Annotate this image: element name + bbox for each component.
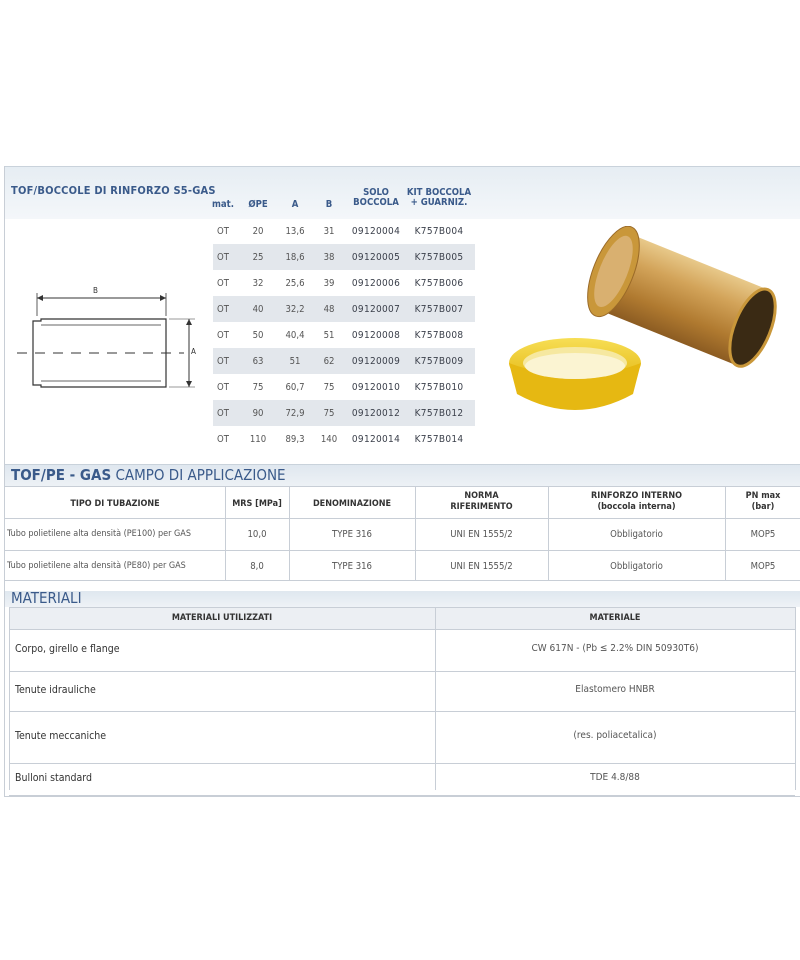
cell-a: 18,6 bbox=[285, 252, 305, 263]
material-label: Corpo, girello e flange bbox=[15, 643, 120, 655]
section1-title: TOF/BOCCOLE DI RINFORZO S5-GAS bbox=[11, 184, 216, 197]
col-header-ope: ØPE bbox=[248, 199, 268, 210]
cell-ope: 63 bbox=[252, 356, 264, 367]
cell-b: 51 bbox=[323, 330, 335, 341]
table-row bbox=[213, 322, 475, 348]
cell-a: 72,9 bbox=[285, 408, 305, 419]
section3-header-band bbox=[5, 591, 800, 607]
cell-solo: 09120007 bbox=[351, 304, 401, 315]
cell-kit: K757B010 bbox=[414, 382, 464, 393]
header-tipo-tubazione: TIPO DI TUBAZIONE bbox=[70, 499, 160, 509]
table-row bbox=[213, 270, 475, 296]
table-row bbox=[213, 348, 475, 374]
cell-mat: OT bbox=[217, 408, 229, 419]
cell-solo: 09120009 bbox=[351, 356, 401, 367]
cell-kit: K757B004 bbox=[414, 226, 464, 237]
cell-b: 62 bbox=[323, 356, 335, 367]
cell-kit: K757B009 bbox=[414, 356, 464, 367]
cell-a: 32,2 bbox=[285, 304, 305, 315]
cell-a: 13,6 bbox=[285, 226, 305, 237]
col-header-b: B bbox=[325, 199, 333, 210]
col-header-mat: mat. bbox=[211, 199, 234, 210]
cell-solo: 09120006 bbox=[351, 278, 401, 289]
cell-ope: 110 bbox=[249, 434, 267, 445]
table-row bbox=[213, 426, 475, 452]
application-cell-rinforzo: Obbligatorio bbox=[610, 529, 663, 540]
application-cell-denom: TYPE 316 bbox=[331, 561, 372, 572]
cell-kit: K757B006 bbox=[414, 278, 464, 289]
table-row bbox=[213, 296, 475, 322]
cell-mat: OT bbox=[217, 252, 229, 263]
cell-mat: OT bbox=[217, 382, 229, 393]
cell-b: 38 bbox=[323, 252, 335, 263]
application-cell-mrs: 10,0 bbox=[247, 529, 267, 540]
cell-mat: OT bbox=[217, 304, 229, 315]
application-cell-denom: TYPE 316 bbox=[331, 529, 372, 540]
cell-mat: OT bbox=[217, 278, 229, 289]
cell-b: 39 bbox=[323, 278, 335, 289]
cell-solo: 09120008 bbox=[351, 330, 401, 341]
application-cell-tipo: Tubo polietilene alta densità (PE80) per GAS bbox=[7, 561, 186, 571]
cell-a: 89,3 bbox=[285, 434, 305, 445]
dimension-drawing bbox=[9, 281, 199, 401]
cell-mat: OT bbox=[217, 226, 229, 237]
cell-kit: K757B014 bbox=[414, 434, 464, 445]
cell-a: 25,6 bbox=[285, 278, 305, 289]
dimension-label-a: A bbox=[191, 347, 196, 356]
section2-title: TOF/PE - GAS CAMPO DI APPLICAZIONE bbox=[11, 466, 286, 484]
header-materiali-utilizzati: MATERIALI UTILIZZATI bbox=[171, 613, 273, 623]
cell-ope: 32 bbox=[252, 278, 264, 289]
cell-mat: OT bbox=[217, 434, 229, 445]
application-cell-tipo: Tubo polietilene alta densità (PE100) per GAS bbox=[7, 529, 191, 539]
cell-ope: 90 bbox=[252, 408, 264, 419]
cell-kit: K757B012 bbox=[414, 408, 464, 419]
section3-title: MATERIALI bbox=[11, 589, 82, 607]
cell-b: 75 bbox=[323, 408, 335, 419]
cell-a: 40,4 bbox=[285, 330, 305, 341]
cell-b: 140 bbox=[320, 434, 338, 445]
cell-ope: 50 bbox=[252, 330, 264, 341]
header-rinforzo: RINFORZO INTERNO (boccola interna) bbox=[591, 491, 682, 512]
cell-solo: 09120012 bbox=[351, 408, 401, 419]
col-header-a: A bbox=[291, 199, 299, 210]
cell-a: 60,7 bbox=[285, 382, 305, 393]
application-cell-norma: UNI EN 1555/2 bbox=[450, 561, 513, 572]
header-materiale: MATERIALE bbox=[589, 613, 641, 623]
application-cell-pn: MOP5 bbox=[750, 529, 776, 540]
material-value: CW 617N - (Pb ≤ 2.2% DIN 50930T6) bbox=[531, 643, 699, 654]
cell-solo: 09120004 bbox=[351, 226, 401, 237]
cell-mat: OT bbox=[217, 330, 229, 341]
table-row bbox=[213, 374, 475, 400]
application-cell-norma: UNI EN 1555/2 bbox=[450, 529, 513, 540]
table-row bbox=[213, 244, 475, 270]
cell-mat: OT bbox=[217, 356, 229, 367]
col-header-kit: KIT BOCCOLA + GUARNIZ. bbox=[406, 187, 472, 208]
table-row bbox=[213, 218, 475, 244]
cell-solo: 09120010 bbox=[351, 382, 401, 393]
cell-ope: 75 bbox=[252, 382, 264, 393]
table-row bbox=[213, 400, 475, 426]
cell-kit: K757B008 bbox=[414, 330, 464, 341]
cell-ope: 40 bbox=[252, 304, 264, 315]
header-mrs: MRS [MPa] bbox=[232, 499, 282, 509]
header-norma: NORMA RIFERIMENTO bbox=[450, 491, 513, 512]
material-value: TDE 4.8/88 bbox=[590, 772, 640, 783]
dimension-label-b: B bbox=[93, 286, 98, 295]
cell-b: 75 bbox=[323, 382, 335, 393]
material-label: Bulloni standard bbox=[15, 772, 92, 784]
cell-solo: 09120014 bbox=[351, 434, 401, 445]
application-cell-mrs: 8,0 bbox=[250, 561, 264, 572]
col-header-solo-boccola: SOLO BOCCOLA bbox=[353, 187, 399, 208]
product-photo bbox=[495, 226, 800, 416]
product-sheet bbox=[4, 166, 800, 797]
cell-a: 51 bbox=[289, 356, 301, 367]
cell-b: 48 bbox=[323, 304, 335, 315]
material-value: (res. poliacetalica) bbox=[573, 730, 657, 741]
material-label: Tenute meccaniche bbox=[15, 730, 107, 742]
cell-kit: K757B005 bbox=[414, 252, 464, 263]
application-cell-rinforzo: Obbligatorio bbox=[610, 561, 663, 572]
cell-b: 31 bbox=[323, 226, 335, 237]
material-value: Elastomero HNBR bbox=[575, 684, 655, 695]
header-denominazione: DENOMINAZIONE bbox=[312, 499, 392, 509]
cell-ope: 25 bbox=[252, 252, 264, 263]
material-label: Tenute idrauliche bbox=[15, 684, 96, 696]
application-cell-pn: MOP5 bbox=[750, 561, 776, 572]
cell-ope: 20 bbox=[252, 226, 264, 237]
header-pn-max: PN max (bar) bbox=[745, 491, 781, 512]
cell-solo: 09120005 bbox=[351, 252, 401, 263]
cell-kit: K757B007 bbox=[414, 304, 464, 315]
